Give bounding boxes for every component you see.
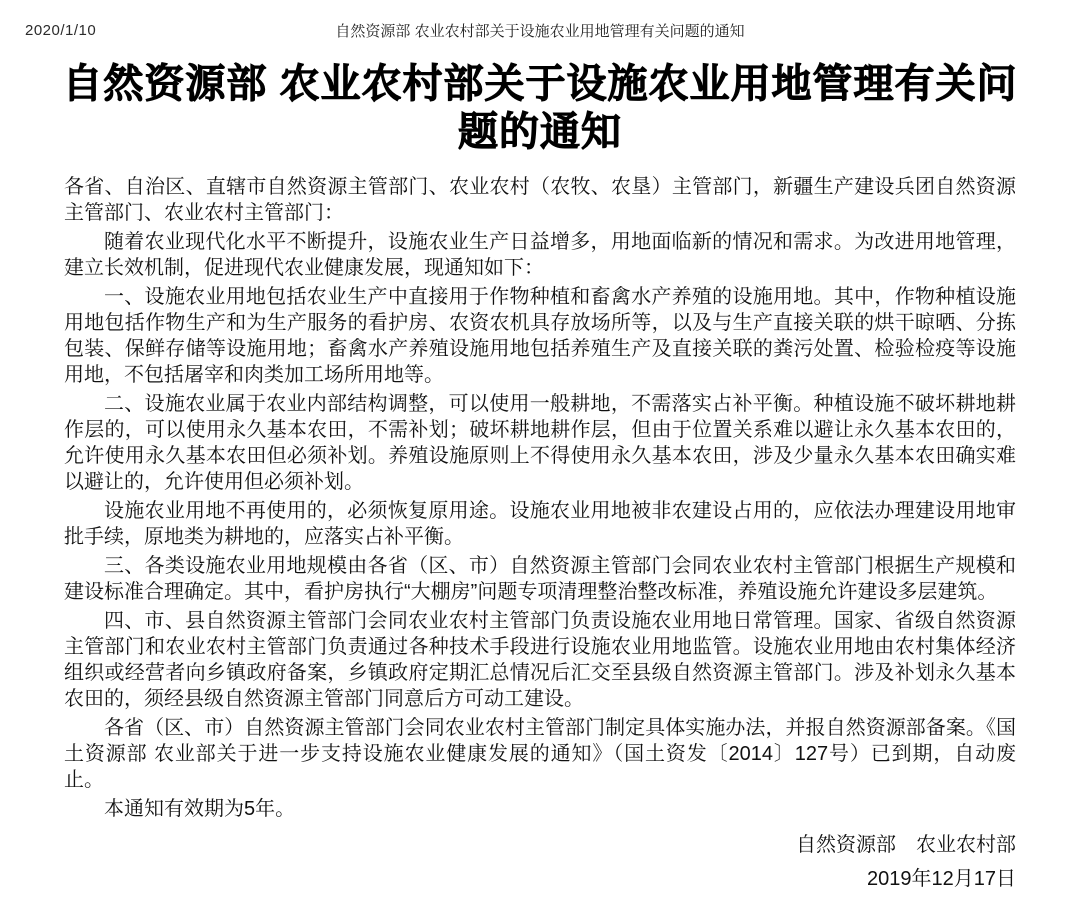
paragraph-intro: 随着农业现代化水平不断提升，设施农业生产日益增多，用地面临新的情况和需求。为改进用地管理，建立长效机制，促进现代农业健康发展，现通知如下： — [64, 231, 1016, 279]
document-title: 自然资源部 农业农村部关于设施农业用地管理有关问题的通知 — [62, 62, 1018, 154]
paragraph-implementation: 各省（区、市）自然资源主管部门会同农业农村主管部门制定具体实施办法，并报自然资源部备案。《国土资源部 农业部关于进一步支持设施农业健康发展的通知》（国土资发〔2014〕127号）已到期，自动废止。 — [64, 717, 1016, 791]
signature-agencies: 自然资源部 农业农村部 — [796, 834, 1016, 856]
paragraph-item-2: 二、设施农业属于农业内部结构调整，可以使用一般耕地，不需落实占补平衡。种植设施不破坏耕地耕作层的，可以使用永久基本农田，不需补划；破坏耕地耕作层，但由于位置关系难以避让永久基本农田的，允许使用永久基本农田但必须补划。养殖设施原则上不得使用永久基本农田，涉及少量永久基本农田确实难以避让的，允许使用但必须补划。 — [64, 393, 1016, 493]
page-header — [0, 0, 1080, 46]
paragraph-item-4: 四、市、县自然资源主管部门会同农业农村主管部门负责设施农业用地日常管理。国家、省级自然资源主管部门和农业农村主管部门负责通过各种技术手段进行设施农业用地监管。设施农业用地由农村集体经济组织或经营者向乡镇政府备案，乡镇政府定期汇总情况后汇交至县级自然资源主管部门。涉及补划永久基本农田的，须经县级自然资源主管部门同意后方可动工建设。 — [64, 610, 1016, 710]
paragraph-validity: 本通知有效期为5年。 — [104, 798, 296, 820]
paragraph-item-2-cont: 设施农业用地不再使用的，必须恢复原用途。设施农业用地被非农建设占用的，应依法办理建设用地审批手续，原地类为耕地的，应落实占补平衡。 — [64, 500, 1016, 548]
paragraph-item-3: 三、各类设施农业用地规模由各省（区、市）自然资源主管部门会同农业农村主管部门根据生产规模和建设标准合理确定。其中，看护房执行“大棚房”问题专项清理整治整改标准，养殖设施允许建设多层建筑。 — [64, 555, 1016, 603]
signature-date: 2019年12月17日 — [867, 868, 1016, 890]
document-body — [64, 174, 1016, 822]
paragraph-addressee: 各省、自治区、直辖市自然资源主管部门、农业农村（农牧、农垦）主管部门，新疆生产建设兵团自然资源主管部门、农业农村主管部门： — [64, 176, 1016, 224]
paragraph-item-1: 一、设施农业用地包括农业生产中直接用于作物种植和畜禽水产养殖的设施用地。其中，作物种植设施用地包括作物生产和为生产服务的看护房、农资农机具存放场所等，以及与生产直接关联的烘干晾晒、分拣包装、保鲜存储等设施用地；畜禽水产养殖设施用地包括养殖生产及直接关联的粪污处置、检验检疫等设施用地，不包括屠宰和肉类加工场所用地等。 — [64, 286, 1016, 386]
header-doc-title: 自然资源部 农业农村部关于设施农业用地管理有关问题的通知 — [335, 23, 745, 40]
print-date: 2020/1/10 — [25, 22, 97, 39]
signature-block — [64, 832, 1016, 892]
